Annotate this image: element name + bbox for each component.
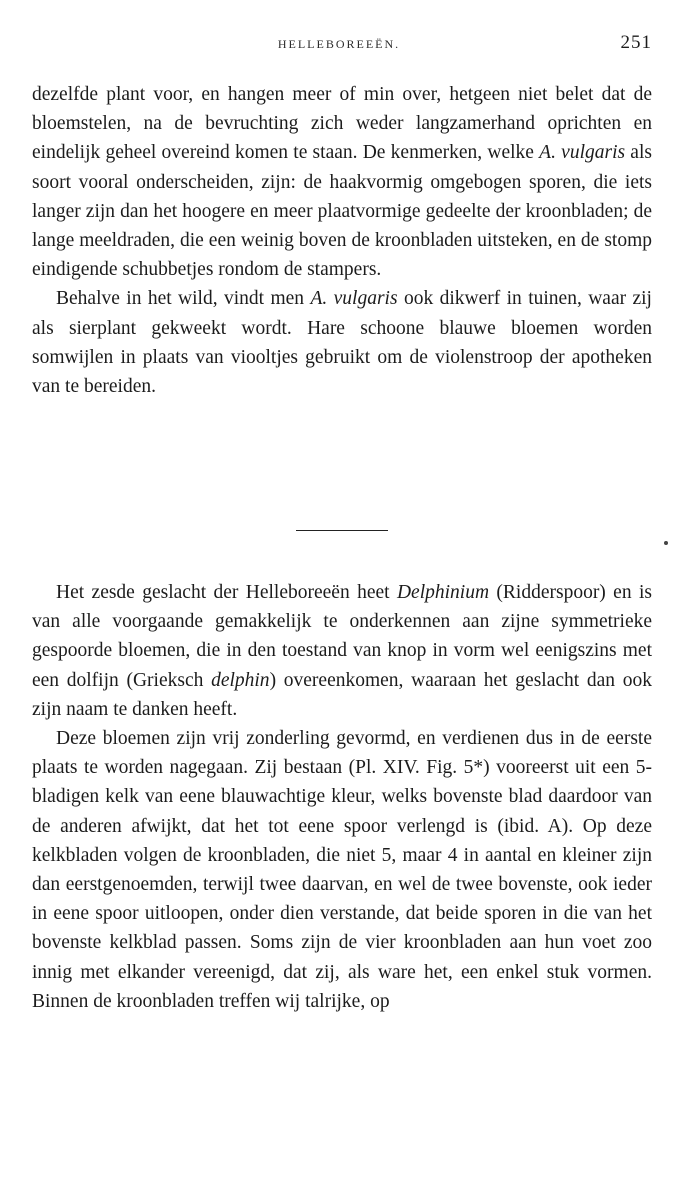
paragraph-4 — [32, 724, 652, 1016]
paragraph-2 — [32, 284, 652, 401]
page-number: 251 — [620, 32, 652, 53]
italic-term: A. vulgaris — [539, 142, 626, 164]
text-run: als soort vooral onderscheiden, zijn: de haakvormig omgebogen sporen, die iets langer zijn dan het hoogere en meer plaatvormige gedeelte der kroonbladen; de lange meeldraden, die een weinig boven de kroonbladen uitsteken, en de stomp eindigende schubbetjes rondom de stampers. — [32, 142, 652, 281]
text-run: dezelfde plant voor, en hangen meer of min over, hetgeen niet belet dat de bloemstelen, na de bevruchting zich weder langzamerhand oprichten en eindelijk geheel overeind komen te staan. De kenmerken, welke — [32, 84, 652, 164]
text-run: ook dikwerf in tuinen, waar zij als sierplant gekweekt wordt. Hare schoone blauwe bloemen worden somwijlen in plaats van viooltjes gebruikt om de violenstroop der apotheken van te bereiden. — [32, 288, 652, 398]
italic-term: Delphinium — [396, 582, 490, 603]
text-block-lower — [32, 578, 652, 1016]
text-run: Het zesde geslacht der Helleboreeën heet — [56, 582, 397, 603]
margin-speck — [664, 541, 668, 545]
running-header — [0, 30, 678, 60]
text-run: ) overeenkomen, waaraan het geslacht dan ook zijn naam te danken heeft. — [32, 669, 652, 720]
text-block-upper — [32, 80, 652, 401]
paragraph-1 — [32, 80, 652, 284]
running-title: HELLEBOREEËN. — [277, 37, 401, 51]
text-run: Behalve in het wild, vindt men — [56, 288, 311, 310]
section-divider — [296, 530, 388, 531]
text-run: (Ridderspoor) en is van alle voorgaande gemakkelijk te onderkennen aan zijne symmetrieke gespoorde bloemen, die in den toestand van knop in vorm wel eenigszins met een dolfijn (Grieksch — [32, 582, 652, 691]
text-run: Deze bloemen zijn vrij zonderling gevormd, en verdienen dus in de eerste plaats te worden nagegaan. Zij bestaan (Pl. XIV. Fig. 5*) vooreerst uit een 5-bladigen kelk van eene blauwachtige kleur, welks bovenste blad daardoor van de anderen afwijkt, dat het tot eene spoor verlengd is (ibid. A). Op deze kelkbladen volgen de kroonbladen, die niet 5, maar 4 in aantal en kleiner zijn dan eerstgenoemden, terwijl twee daarvan, en wel de twee bovenste, ook ieder in eene spoor uitloopen, onder dien verstande, dat beide sporen in die van het bovenste kelkblad passen. Soms zijn de vier kroonbladen aan hun voet zoo innig met elkander vereenigd, dat zij, als ware het, een enkel stuk vormen. Binnen de kroonbladen treffen wij talrijke, op — [32, 728, 652, 1012]
italic-term: A. vulgaris — [310, 288, 398, 310]
italic-term: delphin — [211, 669, 270, 691]
paragraph-3 — [32, 578, 652, 724]
